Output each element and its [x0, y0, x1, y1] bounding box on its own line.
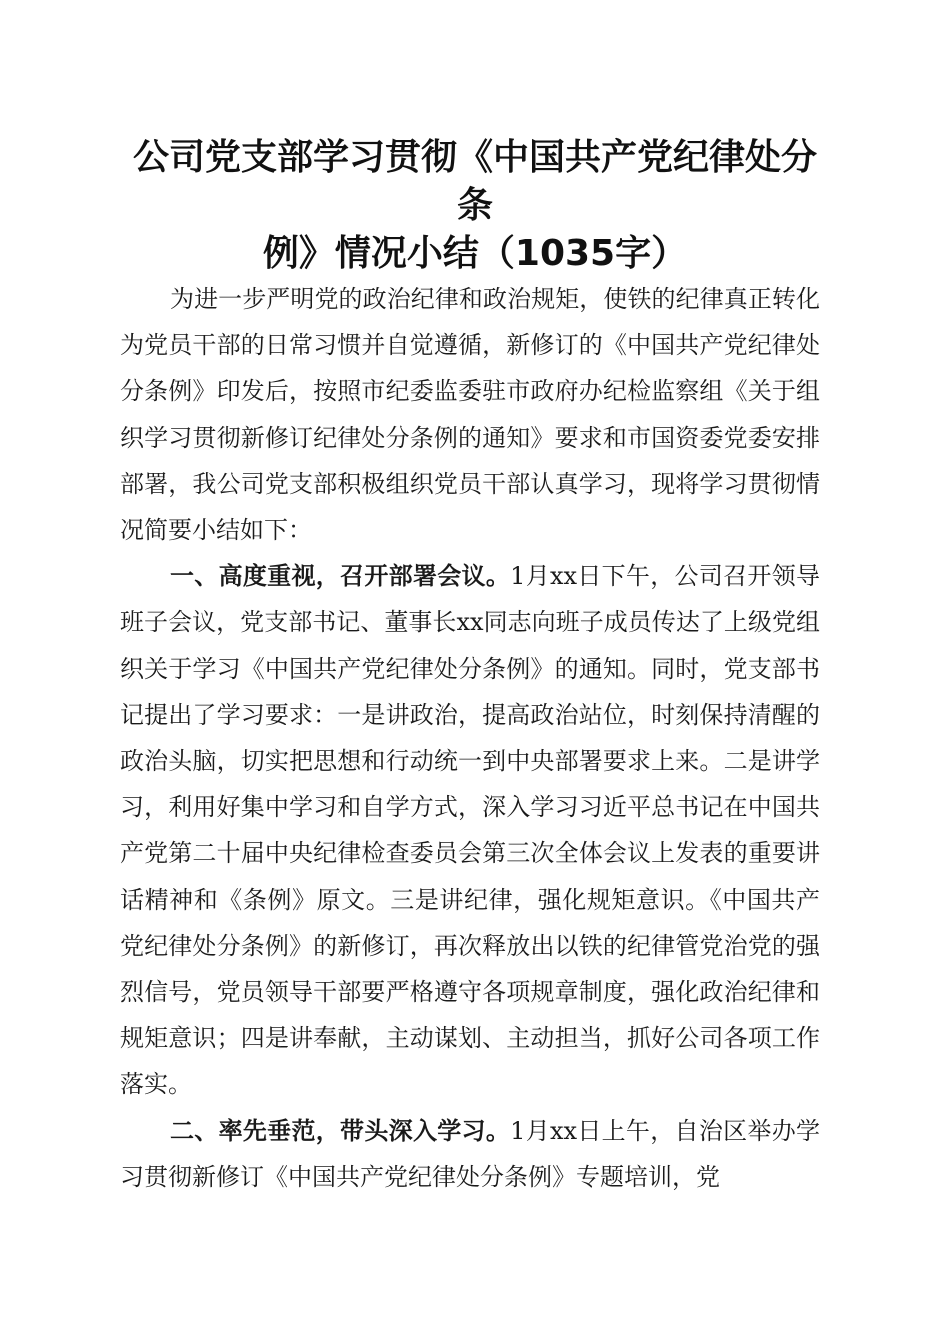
paragraph-text: 1月xx日上午，自治区举办学习贯彻新修订《中国共产党纪律处分条例》专题培训，党 [120, 1116, 820, 1191]
title-line-1: 公司党支部学习贯彻《中国共产党纪律处分条 [132, 137, 817, 226]
section-two-heading: 二、率先垂范，带头深入学习。 [170, 1116, 511, 1145]
paragraph-text: 1月xx日下午，公司召开领导班子会议，党支部书记、董事长xx同志向班子成员传达了上级党组织关于学习《中国共产党纪律处分条例》的通知。同时，党支部书记提出了学习要求：一是讲政治，提高政治站位，时刻保持清醒的政治头脑，切实把思想和行动统一到中央部署要求上来。二是讲学习，利用好集中学习和自学方式，深入学习习近平总书记在中国共产党第二十届中央纪律检查委员会第三次全体会议上发表的重要讲话精神和《条例》原文。三是讲纪律，强化规矩意识。《中国共产党纪律处分条例》的新修订，再次释放出以铁的纪律管党治党的强烈信号，党员领导干部要严格遵守各项规章制度，强化政治纪律和规矩意识；四是讲奉献，主动谋划、主动担当，抓好公司各项工作落实。 [120, 562, 820, 1099]
paragraph-text: 为进一步严明党的政治纪律和政治规矩，使铁的纪律真正转化为党员干部的日常习惯并自觉遵循，新修订的《中国共产党纪律处分条例》印发后，按照市纪委监委驻市政府办纪检监察组《关于组织学习贯彻新修订纪律处分条例的通知》要求和市国资委党委安排部署，我公司党支部积极组织党员干部认真学习，现将学习贯彻情况简要小结如下： [120, 285, 820, 545]
document-title [118, 134, 832, 278]
title-line-2: 例》情况小结（1035字） [262, 233, 688, 274]
intro-paragraph [120, 276, 820, 553]
section-one-heading: 一、高度重视，召开部署会议。 [170, 562, 511, 591]
section-two-paragraph [120, 1108, 820, 1200]
document-body [120, 276, 820, 1200]
section-one-paragraph [120, 553, 820, 1107]
